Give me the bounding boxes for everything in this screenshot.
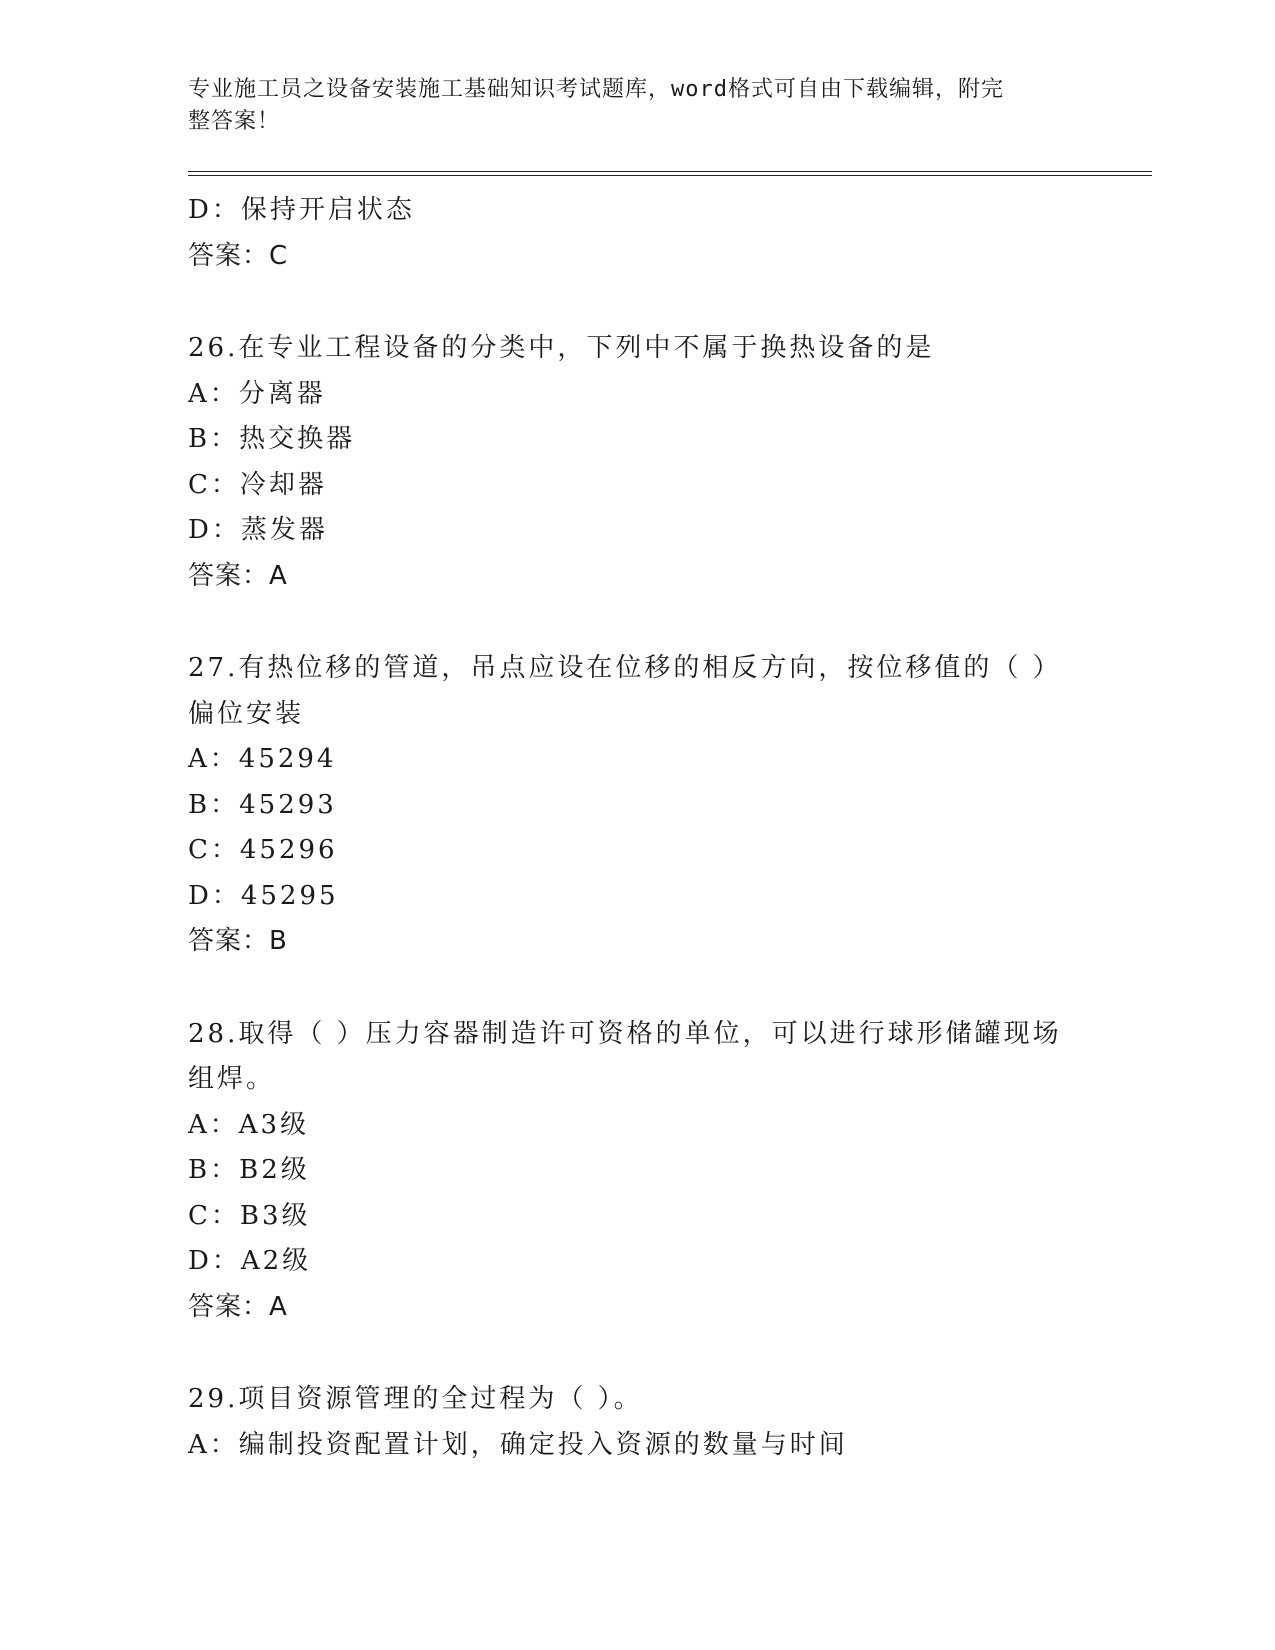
option-a: A：A3级 [188, 1109, 310, 1140]
question-list [188, 188, 1108, 1468]
question-stem: 26.在专业工程设备的分类中，下列中不属于换热设备的是 [188, 333, 935, 363]
option-d: D：45295 [188, 880, 339, 911]
answer-line: 答案：A [188, 560, 288, 591]
option-b: B：45293 [188, 789, 337, 820]
option-a: A：45294 [188, 744, 337, 774]
header-line-1: 专业施工员之设备安装施工基础知识考试题库，word格式可自由下载编辑，附完 [188, 77, 1004, 102]
option-a: A：分离器 [188, 378, 326, 409]
question-stem: 28.取得（ ）压力容器制造许可资格的单位，可以进行球形储罐现场 [188, 1018, 1062, 1049]
header-line-2: 整答案！ [188, 109, 281, 134]
question-27 [188, 646, 1108, 965]
header-rule-bottom [188, 175, 1152, 176]
question-stem-continued: 偏位安装 [188, 698, 305, 729]
question-stem: 29.项目资源管理的全过程为（ ）。 [188, 1384, 643, 1414]
option-b: B：热交换器 [188, 424, 356, 454]
question-26 [188, 326, 1108, 599]
header-rule-top [188, 171, 1152, 172]
option-d: D：蒸发器 [188, 515, 328, 545]
option-c: C：45296 [188, 835, 338, 865]
question-stem: 27.有热位移的管道，吊点应设在位移的相反方向，按位移值的（ ） [188, 653, 1062, 683]
question-28 [188, 1012, 1108, 1331]
question-29 [188, 1377, 1108, 1468]
answer-line: 答案：A [188, 1291, 288, 1322]
document-header [188, 74, 1068, 138]
option-d: D：保持开启状态 [188, 195, 415, 225]
previous-question-tail [188, 188, 1108, 279]
option-a: A：编制投资配置计划，确定投入资源的数量与时间 [188, 1429, 848, 1460]
question-stem-continued: 组焊。 [188, 1064, 276, 1094]
option-d: D：A2级 [188, 1246, 312, 1276]
option-b: B：B2级 [188, 1155, 310, 1185]
answer-line: 答案：B [188, 926, 288, 956]
option-c: C：B3级 [188, 1200, 311, 1231]
option-c: C：冷却器 [188, 469, 327, 500]
answer-line: 答案：C [188, 240, 289, 271]
